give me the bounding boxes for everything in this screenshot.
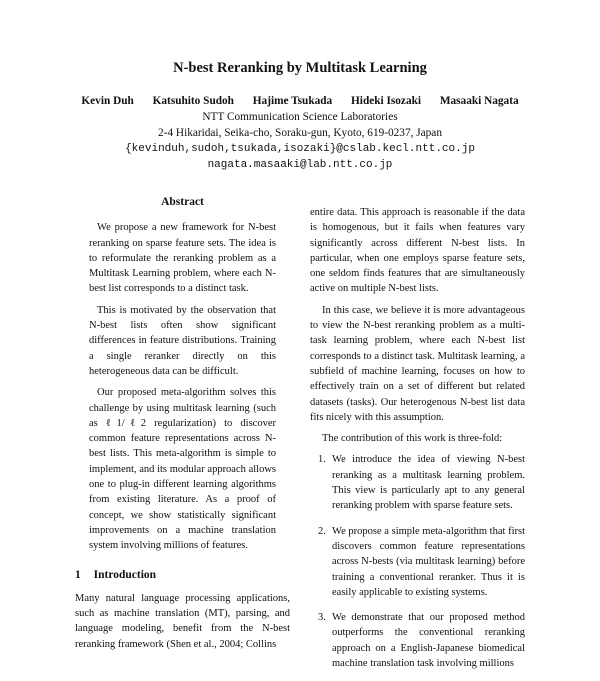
- abstract-paragraph: We propose a new framework for N-best reranking on sparse feature sets. The idea is to reformulate the reranking problem as a Multitask Learning problem, where each N-best list corresponds to a distinct task.: [89, 222, 276, 295]
- affiliation-org: NTT Communication Science Laboratories: [202, 111, 398, 123]
- section-title: Introduction: [93, 568, 157, 581]
- paper-title: N-best Reranking by Multitask Learning: [173, 60, 427, 76]
- body-paragraph: The contribution of this work is three-fold:: [322, 433, 503, 445]
- contribution-list: [310, 452, 525, 671]
- list-text: We demonstrate that our proposed method outperforms the conventional reranking approach on a English-Japanese biomedical machine translation task involving millions: [332, 612, 525, 670]
- section-number: 1: [75, 568, 81, 581]
- list-number: 1.: [318, 454, 326, 466]
- left-column: [75, 195, 290, 658]
- list-number: 3.: [318, 612, 326, 624]
- author-name: Hajime Tsukada: [252, 95, 333, 107]
- affiliation-address: 2-4 Hikaridai, Seika-cho, Soraku-gun, Kyoto, 619-0237, Japan: [158, 127, 442, 139]
- body-paragraph: entire data. This approach is reasonable if the data is homogenous, but it fails when features vary significantly across different N-best lists. In particular, when one employs sparse feature sets, one seldom finds features that are simultaneously active on multiple N-best lists.: [310, 207, 525, 295]
- abstract-heading: Abstract: [161, 196, 204, 208]
- abstract-paragraph: This is motivated by the observation that N-best lists often show significant differences in feature distributions. Training a single reranker directly on this heterogeneous data can be difficult.: [89, 304, 276, 377]
- list-text: We propose a simple meta-algorithm that first discovers common feature representations across N-bests (via multitask learning) before training a conventional reranker. Thus it is easily applicable to existing systems.: [332, 525, 525, 598]
- section-heading: [75, 568, 290, 583]
- body-paragraph: In this case, we believe it is more advantageous to view the N-best reranking problem as a multi-task learning problem, where each N-best list corresponds to a distinct task. Multitask learning, a subfield of machine learning, focuses on how to effectively train on a set of different but related datasets (tasks). Our heterogenous N-best list data fits nicely with this assumption.: [310, 304, 525, 423]
- abstract: [75, 195, 290, 554]
- author-name: Masaaki Nagata: [439, 95, 519, 107]
- list-item: [310, 524, 525, 600]
- email-line: {kevinduh,sudoh,tsukada,isozaki}@cslab.kecl.ntt.co.jp: [125, 143, 475, 155]
- list-text: We introduce the idea of viewing N-best reranking as a multitask learning problem. This view is particularly apt to any general reranking problem with sparse feature sets.: [332, 454, 525, 512]
- author-name: Hideki Isozaki: [351, 95, 422, 107]
- list-number: 2.: [318, 525, 326, 537]
- body-paragraph: Many natural language processing applications, such as machine translation (MT), parsing, and language modeling, benefit from the N-best reranking framework (Shen et al., 2004; Collins: [75, 592, 290, 650]
- list-item: [310, 452, 525, 513]
- author-list: [0, 95, 600, 107]
- email-line: nagata.masaaki@lab.ntt.co.jp: [207, 159, 393, 171]
- right-column: [310, 205, 525, 681]
- abstract-paragraph: Our proposed meta-algorithm solves this challenge by using multitask learning (such as ℓ1/ℓ2 regularization) to discover common feature representations across N-best lists. This meta-algorithm is simple to implement, and its modular approach allows one to plug-in different learning algorithms from existing literature. As a proof of concept, we show statistically significant improvements on a machine translation system involving millions of features.: [89, 387, 276, 552]
- list-item: [310, 610, 525, 671]
- author-name: Katsuhito Sudoh: [152, 95, 234, 107]
- author-name: Kevin Duh: [81, 95, 134, 107]
